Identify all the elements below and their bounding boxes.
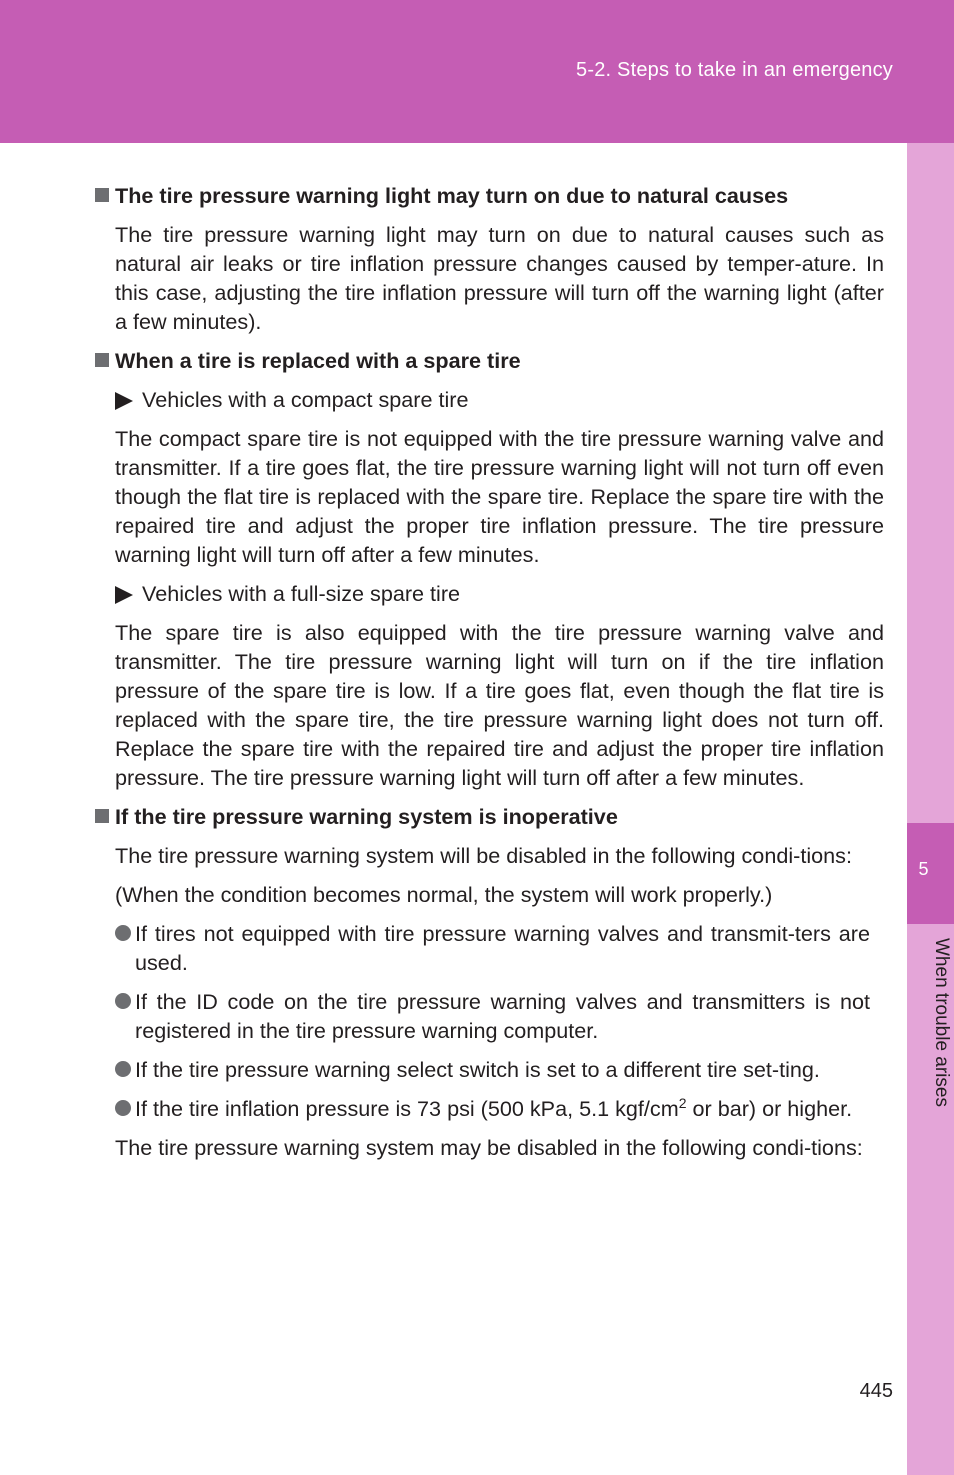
paragraph: The tire pressure warning system will be disabled in the following condi-tions:: [115, 843, 852, 868]
list-item: [115, 919, 870, 977]
list-item: [115, 987, 870, 1045]
list-item-text-part: If the tire inflation pressure is 73 psi (500 kPa, 5.1 kgf/cm: [135, 1096, 679, 1121]
section-heading-text: When a tire is replaced with a spare tire: [115, 348, 521, 373]
section-heading: [95, 346, 884, 375]
square-bullet-icon: [95, 353, 109, 367]
section-heading-text: If the tire pressure warning system is inoperative: [115, 804, 618, 829]
list-item: [115, 1094, 870, 1123]
sub-heading-text: Vehicles with a compact spare tire: [142, 387, 469, 412]
square-bullet-icon: [95, 809, 109, 823]
circle-bullet-icon: [115, 925, 131, 941]
chapter-tab: [907, 823, 954, 924]
triangle-arrow-icon: [115, 586, 133, 604]
list-item-text: If the tire pressure warning select switch is set to a different tire set-ting.: [135, 1057, 820, 1082]
page-header: [0, 0, 954, 143]
list-item-text: If the ID code on the tire pressure warning valves and transmitters is not registered in the tire pressure warning computer.: [135, 989, 870, 1043]
paragraph: (When the condition becomes normal, the system will work properly.): [115, 882, 773, 907]
superscript: 2: [678, 1094, 687, 1111]
list-item-text: [135, 1094, 870, 1123]
page-number: 445: [859, 1380, 893, 1402]
paragraph: The compact spare tire is not equipped with the tire pressure warning valve and transmitter. If a tire goes flat, the tire pressure warning light will not turn off even though the flat tire is replaced with the spare tire. Replace the spare tire with the repaired tire and adjust the proper tire inflation pressure. The tire pressure warning light will turn off after a few minutes.: [115, 426, 884, 567]
sub-heading-text: Vehicles with a full-size spare tire: [142, 581, 461, 606]
sub-heading: [115, 385, 884, 414]
circle-bullet-icon: [115, 1100, 131, 1116]
section-heading: [95, 181, 884, 210]
page-content: [95, 181, 884, 1172]
circle-bullet-icon: [115, 993, 131, 1009]
chapter-number: 5: [918, 859, 929, 879]
section-heading: [95, 802, 884, 831]
paragraph: The spare tire is also equipped with the tire pressure warning valve and transmitter. The tire pressure warning light will turn on if the tire inflation pressure of the spare tire is low. If a tire goes flat, even though the flat tire is replaced with the spare tire, the tire pressure warning light does not turn off. Replace the spare tire with the repaired tire and adjust the proper tire inflation pressure. The tire pressure warning light will turn off after a few minutes.: [115, 620, 884, 790]
list-item-text: If tires not equipped with tire pressure warning valves and transmit-ters are used.: [135, 921, 870, 975]
section-heading-text: The tire pressure warning light may turn on due to natural causes: [115, 183, 789, 208]
list-item-text-part: or bar) or higher.: [686, 1096, 853, 1121]
square-bullet-icon: [95, 188, 109, 202]
header-title: 5-2. Steps to take in an emergency: [576, 59, 893, 81]
sub-heading: [115, 579, 884, 608]
list-item: [115, 1055, 870, 1084]
triangle-arrow-icon: [115, 392, 133, 410]
side-strip: [907, 143, 954, 1475]
circle-bullet-icon: [115, 1061, 131, 1077]
paragraph: The tire pressure warning light may turn on due to natural causes such as natural air leaks or tire inflation pressure changes caused by temper-ature. In this case, adjusting the tire inflation pressure will turn off the warning light (after a few minutes).: [115, 222, 884, 334]
paragraph: The tire pressure warning system may be disabled in the following condi-tions:: [115, 1135, 863, 1160]
chapter-label: When trouble arises: [931, 938, 952, 1107]
